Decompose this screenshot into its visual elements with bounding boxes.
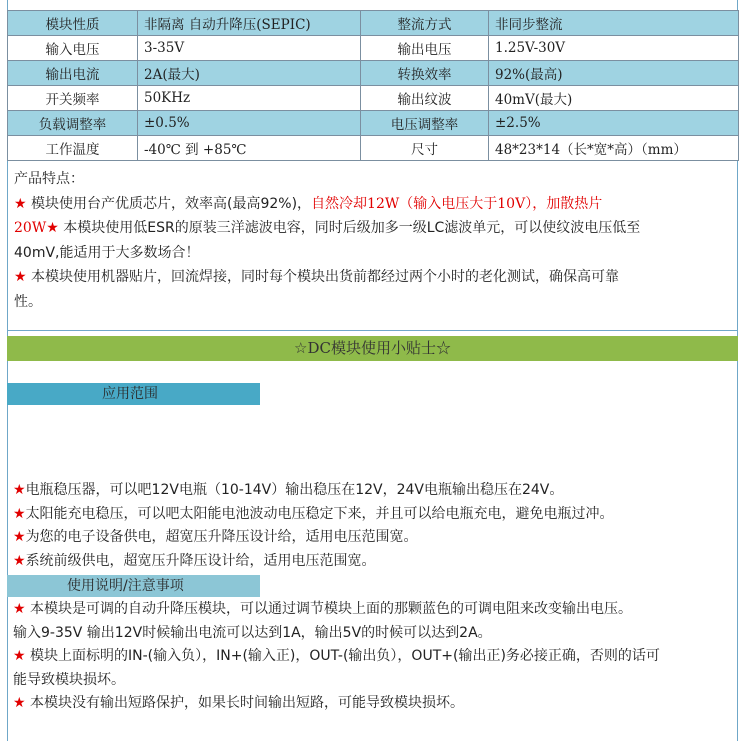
spec-value: ±2.5% [489, 111, 739, 136]
star-icon: ★ [46, 220, 59, 236]
star-icon: ★ [13, 552, 26, 569]
spec-key: 输出电流 [8, 61, 138, 86]
spec-row [8, 136, 739, 161]
feature-line-3 [14, 265, 730, 290]
star-icon: ★ [14, 269, 27, 285]
spec-key: 整流方式 [361, 11, 489, 36]
list-item [13, 598, 733, 622]
list-item-text: 模块上面标明的IN-(输入负），IN+(输入正)，OUT-(输出负），OUT+(输出正)务必接正确，否则的话可 [30, 648, 660, 664]
list-item: 输入9-35V 输出12V时候输出电流可以达到1A，输出5V的时候可以达到2A。 [13, 624, 492, 641]
spec-key: 输出电压 [361, 36, 489, 61]
star-icon: ★ [13, 601, 26, 617]
product-features [7, 167, 738, 331]
star-icon: ★ [13, 482, 26, 498]
list-item [13, 526, 733, 550]
spec-value: ±0.5% [138, 111, 361, 136]
spec-key: 电压调整率 [361, 111, 489, 136]
feature-line-1 [14, 192, 730, 217]
feature-2-text: 本模块使用低ESR的原装三洋滤波电容，同时后级加多一级LC滤波单元，可以使纹波电压低至 [63, 220, 641, 236]
feature-3-text: 本模块使用机器贴片，回流焊接，同时每个模块出货前都经过两个小时的老化测试，确保高可靠 [31, 269, 620, 285]
spec-value: 3-35V [138, 36, 361, 61]
list-item [13, 550, 733, 574]
spec-value: 48*23*14（长*宽*高）（mm） [489, 136, 739, 161]
star-icon: ★ [13, 648, 26, 664]
star-icon: ★ [13, 529, 26, 545]
list-item-text: 太阳能充电稳压，可以吧太阳能电池波动电压稳定下来，并且可以给电瓶充电，避免电瓶过冲。 [25, 505, 614, 522]
feature-1-text: 模块使用台产优质芯片，效率高(最高92%)， [31, 195, 312, 212]
usage-notes-list [13, 598, 733, 716]
feature-2-highlight: 20W [14, 220, 47, 236]
list-item-text: 本模块是可调的自动升降压模块，可以通过调节模块上面的那颗蓝色的可调电阻来改变输出电压。 [30, 601, 633, 617]
list-item-text: 本模块没有输出短路保护，如果长时间输出短路，可能导致模块损坏。 [30, 695, 465, 711]
list-item-text: 电瓶稳压器，可以吧12V电瓶（10-14V）输出稳压在12V，24V电瓶输出稳压在24V。 [25, 482, 564, 498]
list-item-text: 系统前级供电，超宽压升降压设计给，适用电压范围宽。 [25, 552, 376, 569]
application-scope-header: 应用范围 [7, 383, 260, 405]
spec-value: 40mV(最大) [489, 86, 739, 111]
usage-notes-header: 使用说明/注意事项 [7, 575, 260, 597]
list-item [13, 645, 733, 669]
spec-value: 非同步整流 [489, 11, 739, 36]
spec-key: 输入电压 [8, 36, 138, 61]
spec-key: 模块性质 [8, 11, 138, 36]
spec-row [8, 36, 739, 61]
spec-value: 2A(最大) [138, 61, 361, 86]
list-item [13, 503, 733, 527]
spec-key: 工作温度 [8, 136, 138, 161]
list-item-text: 为您的电子设备供电，超宽压升降压设计给，适用电压范围宽。 [25, 529, 418, 545]
list-item: 能导致模块损坏。 [13, 671, 125, 688]
spec-value: -40℃ 到 +85℃ [138, 136, 361, 161]
star-icon: ★ [13, 505, 26, 522]
spec-row [8, 11, 739, 36]
application-scope-list [13, 479, 733, 573]
star-icon: ★ [13, 695, 26, 711]
spec-row [8, 61, 739, 86]
spec-value: 1.25V-30V [489, 36, 739, 61]
spec-key: 转换效率 [361, 61, 489, 86]
spec-key: 输出纹波 [361, 86, 489, 111]
spec-row [8, 111, 739, 136]
feature-line-3b: 性。 [14, 293, 42, 310]
spec-key: 尺寸 [361, 136, 489, 161]
features-title: 产品特点： [14, 171, 84, 187]
feature-line-2 [14, 216, 730, 241]
spec-table [7, 10, 739, 161]
spec-row [8, 86, 739, 111]
star-icon: ★ [14, 195, 27, 212]
spec-value: 50KHz [138, 86, 361, 111]
feature-line-2b: 40mV,能适用于大多数场合！ [14, 244, 200, 261]
spec-key: 开关频率 [8, 86, 138, 111]
spec-value: 非隔离 自动升降压(SEPIC) [138, 11, 361, 36]
spec-key: 负载调整率 [8, 111, 138, 136]
tips-banner: ☆DC模块使用小贴士☆ [7, 336, 738, 361]
list-item [13, 692, 733, 716]
spec-value: 92%(最高) [489, 61, 739, 86]
feature-1-highlight: 自然冷却12W（输入电压大于10V），加散热片 [311, 195, 603, 212]
list-item [13, 479, 733, 503]
